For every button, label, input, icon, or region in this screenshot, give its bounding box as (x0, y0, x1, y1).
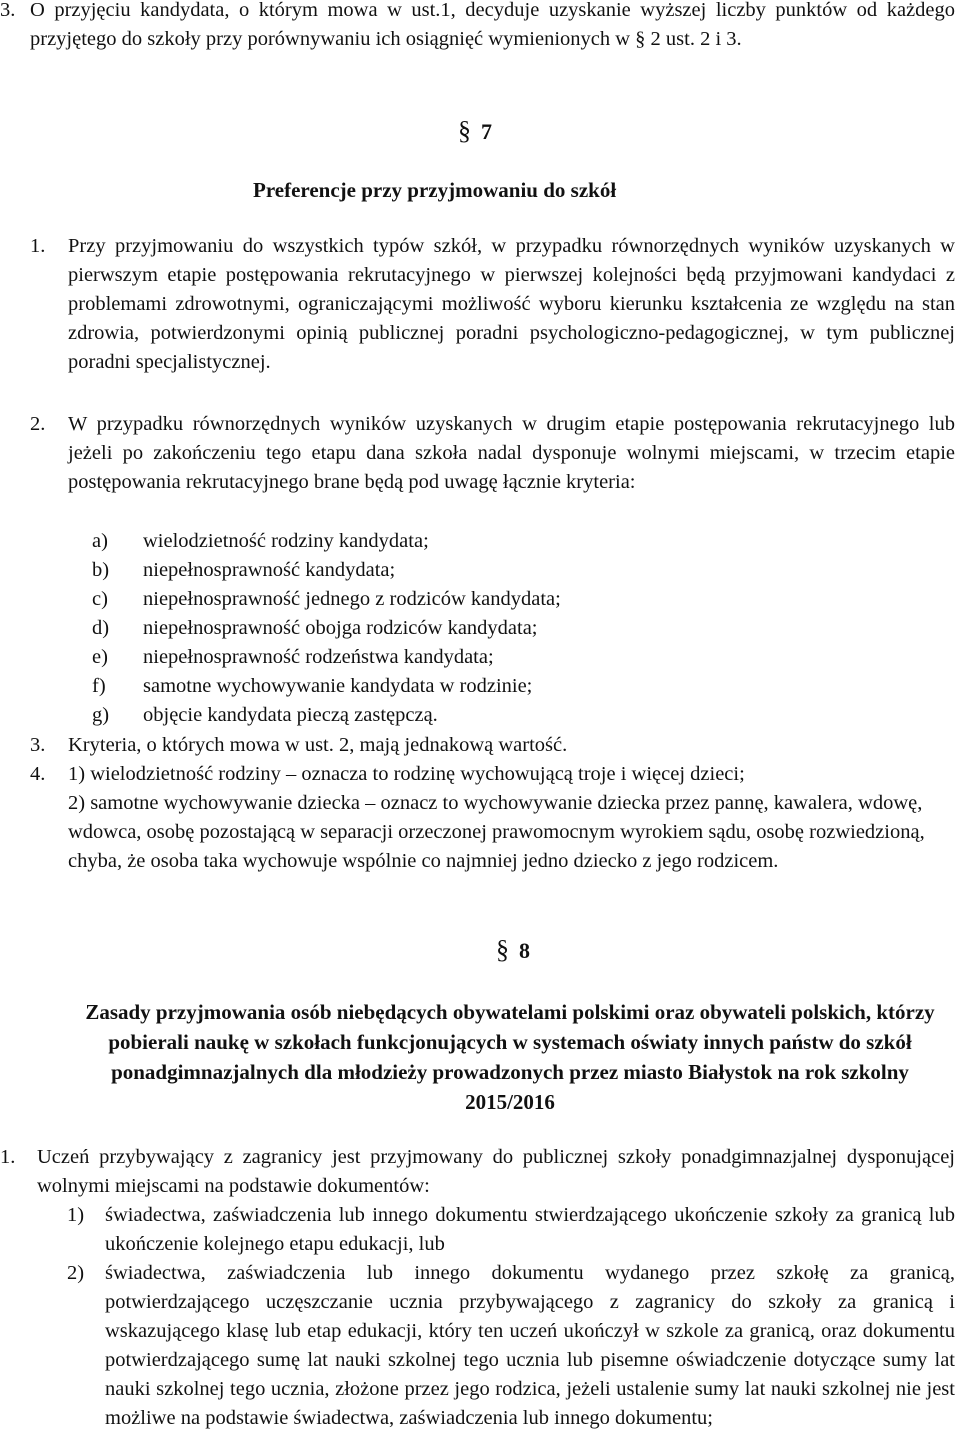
criteria-list (92, 527, 952, 730)
document-list (67, 1201, 955, 1433)
section-7-heading (458, 116, 492, 146)
list-item: c) niepełnosprawność jednego z rodziców kandydata; (92, 588, 561, 610)
paragraph-number: 1. (30, 235, 46, 257)
paragraph-number: 4. (30, 763, 46, 785)
paragraph-3 (0, 0, 955, 54)
paragraph-text: W przypadku równorzędnych wyników uzyskanych w drugim etapie postępowania rekrutacyjnego lub jeżeli po zakończeniu tego etapu dana szkoła nadal dysponuje wolnymi miejscami, w trzecim etapie postępowania rekrutacyjnego brane będą pod uwagę łącznie kryteria: (68, 413, 955, 493)
definition-2: 2) samotne wychowywanie dziecka – oznacz to wychowywanie dziecka przez pannę, kawalera, wdowę, wdowca, osobę pozostającą w separacji orzeczonej prawomocnym wyrokiem sądu, osobę rozwiedzioną, chyba, że osoba taka wychowuje wspólnie co najmniej jedno dziecko z jego rodzicem. (68, 792, 925, 872)
paragraph-number: 1. (0, 1146, 16, 1168)
paragraph-text: Uczeń przybywający z zagranicy jest przyjmowany do publicznej szkoły ponadgimnazjalnej dysponującej wolnymi miejscami na podstawie dokumentów: (37, 1146, 955, 1197)
paragraph-text: O przyjęciu kandydata, o którym mowa w ust.1, decyduje uzyskanie wyższej liczby punktów od każdego przyjętego do szkoły przy porównywaniu ich osiągnięć wymienionych w § 2 ust. 2 i 3. (30, 0, 955, 50)
section-8-title: Zasady przyjmowania osób niebędących obywatelami polskimi oraz obywateli polskich, którzy pobierali naukę w szkołach funkcjonujących w systemach oświaty innych państw do szkół ponadgimnazjalnych dla młodzieży prowadzonych przez miasto Białystok na rok szkolny 2015/2016 (85, 1000, 935, 1114)
list-item: e) niepełnosprawność rodzeństwa kandydata; (92, 646, 494, 668)
section-symbol: § (496, 935, 509, 964)
section-8-paragraph-1 (0, 1143, 955, 1201)
section-7-paragraph-3 (30, 731, 955, 760)
list-item: 1) świadectwa, zaświadczenia lub innego dokumentu stwierdzającego ukończenie szkoły za granicą lub ukończenie kolejnego etapu edukacji, lub (67, 1204, 955, 1255)
section-7-paragraph-2 (30, 410, 955, 497)
section-number: 7 (481, 119, 492, 144)
section-8-heading (496, 935, 530, 965)
definition-1: 1) wielodzietność rodziny – oznacza to rodzinę wychowującą troje i więcej dzieci; (68, 763, 745, 785)
list-item: f) samotne wychowywanie kandydata w rodzinie; (92, 675, 533, 697)
section-7-title: Preferencje przy przyjmowaniu do szkół (253, 178, 617, 202)
paragraph-number: 2. (30, 413, 46, 435)
section-number: 8 (519, 938, 530, 963)
section-7-paragraph-4 (30, 760, 955, 876)
paragraph-text: Kryteria, o których mowa w ust. 2, mają jednakową wartość. (68, 734, 568, 756)
paragraph-text: Przy przyjmowaniu do wszystkich typów szkół, w przypadku równorzędnych wyników uzyskanych w pierwszym etapie postępowania rekrutacyjnego w pierwszej kolejności będą przyjmowani kandydaci z problemami zdrowotnymi, ograniczającymi możliwość wyboru kierunku kształcenia ze względu na stan zdrowia, potwierdzonymi opinią publicznej poradni psychologiczno-pedagogicznej, w tym publicznej poradni specjalistycznej. (68, 235, 955, 373)
list-item: b) niepełnosprawność kandydata; (92, 559, 396, 581)
section-symbol: § (458, 116, 471, 145)
paragraph-number: 3. (0, 0, 16, 21)
list-item: a) wielodzietność rodziny kandydata; (92, 530, 429, 552)
list-item: 2) świadectwa, zaświadczenia lub innego dokumentu wydanego przez szkołę za granicą, potwierdzającego uczęszczanie ucznia przybywającego z zagranicy do szkoły za granicą i wskazującego klasę lub etap edukacji, który ten uczeń ukończył w szkole za granicą, oraz dokumentu potwierdzającego sumę lat nauki szkolnej tego ucznia lub pisemne oświadczenie dotyczące sumy lat nauki szkolnej tego ucznia, złożone przez jego rodzica, jeżeli ustalenie sumy lat nauki szkolnej nie jest możliwe na podstawie świadectwa, zaświadczenia lub innego dokumentu; (67, 1262, 955, 1429)
paragraph-number: 3. (30, 734, 46, 756)
list-item: g) objęcie kandydata pieczą zastępczą. (92, 704, 438, 726)
section-7-paragraph-1 (30, 232, 955, 377)
list-item: d) niepełnosprawność obojga rodziców kandydata; (92, 617, 538, 639)
